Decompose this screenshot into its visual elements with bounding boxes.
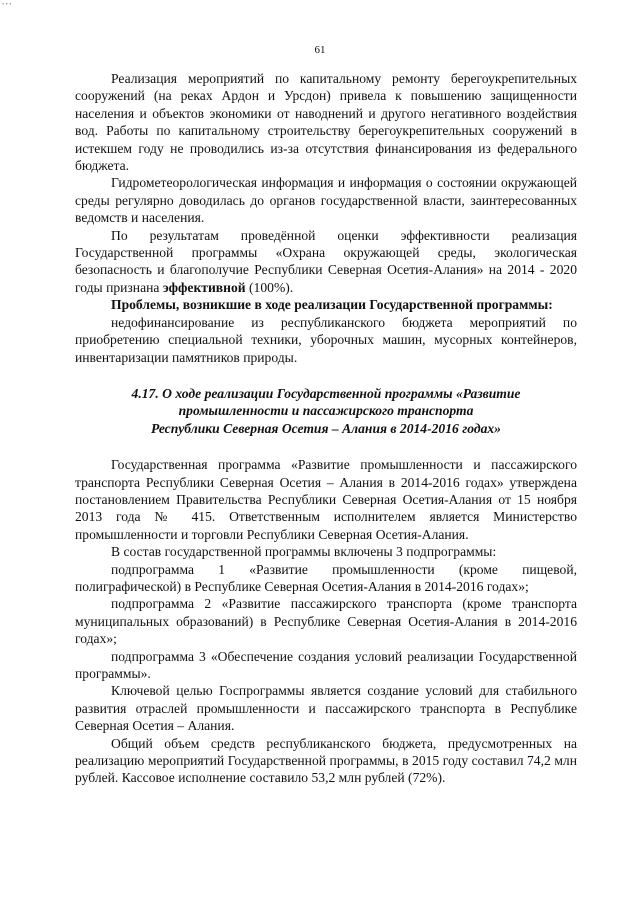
paragraph-subprograms-intro: В состав государственной программы включены 3 подпрограммы: [111,544,497,560]
paragraph-program-approval: Государственная программа «Развитие промышленности и пассажирского транспорта Республики Северная Осетия – Алания в 2014-2016 годах» утверждена постановлением Правительства Республики Северная Осетия-Алания от 15 ноября 2013 года № 415. Ответственным исполнителем является Министерство промышленности и торговли Республики Северная Осетия-Алания. [75,457,577,542]
page-content [75,70,577,787]
paragraph-key-goal: Ключевой целью Госпрограммы является создание условий для стабильного развития отраслей промышленности и пассажирского транспорта в Республике Северная Осетия – Алания. [75,683,577,734]
paragraph-budget: Общий объем средств республиканского бюджета, предусмотренных на реализацию мероприятий Государственной программы, в 2015 году составил 74,2 млн рублей. Кассовое исполнение составило 53,2 млн рублей (72%). [75,735,577,786]
list-item-subprogram-1: подпрограмма 1 «Развитие промышленности (кроме пищевой, полиграфической) в Республике Северная Осетия-Алания в 2014-2016 годах»; [75,561,577,594]
section-title-line-2: промышленности и пассажирского транспорта [178,403,474,419]
list-item-subprogram-3: подпрограмма 3 «Обеспечение создания условий реализации Государственной программы». [75,648,577,681]
paragraph-assessment [75,227,577,297]
assessment-text: По результатам проведённой оценки эффективности реализация Государственной программы «Охрана окружающей среды, экологическая безопасность и благополучие Республики Северная Осетия-Алания» на 2014 - 2020 годы признана [75,227,577,295]
list-item-subprogram-2: подпрограмма 2 «Развитие пассажирского транспорта (кроме транспорта муниципальных образований) в Республике Северная Осетия-Алания в 2014-2016 годах»; [75,596,577,647]
assessment-percent: (100%). [245,279,294,295]
paragraph-hydromet-info: Гидрометеорологическая информация и информация о состоянии окружающей среды регулярно доводилась до органов государственной власти, заинтересованных ведомств и населения. [75,175,577,226]
section-title-line-3: Республики Северная Осетия – Алания в 2014-2016 годах» [151,420,501,436]
scan-mark: • • • [2,2,12,8]
section-title [75,385,577,437]
paragraph-problems: недофинансирование из республиканского бюджета мероприятий по приобретению специальной техники, уборочных машин, мусорных контейнеров, инвентаризации памятников природы. [75,314,577,365]
paragraph-repair-works: Реализация мероприятий по капитальному ремонту берегоукрепительных сооружений (на реках Ардон и Урсдон) привела к повышению защищенности населения и объектов экономики от наводнений и другого негативного воздействия вод. Работы по капитальному строительству берегоукрепительных сооружений в истекшем году не проводились из-за отсутствия финансирования из федерального бюджета. [75,71,577,174]
section-title-line-1: 4.17. О ходе реализации Государственной программы «Развитие [131,385,521,401]
assessment-result: эффективной [162,279,246,295]
page-number: 61 [314,44,326,56]
problems-heading: Проблемы, возникшие в ходе реализации Государственной программы: [111,297,553,313]
